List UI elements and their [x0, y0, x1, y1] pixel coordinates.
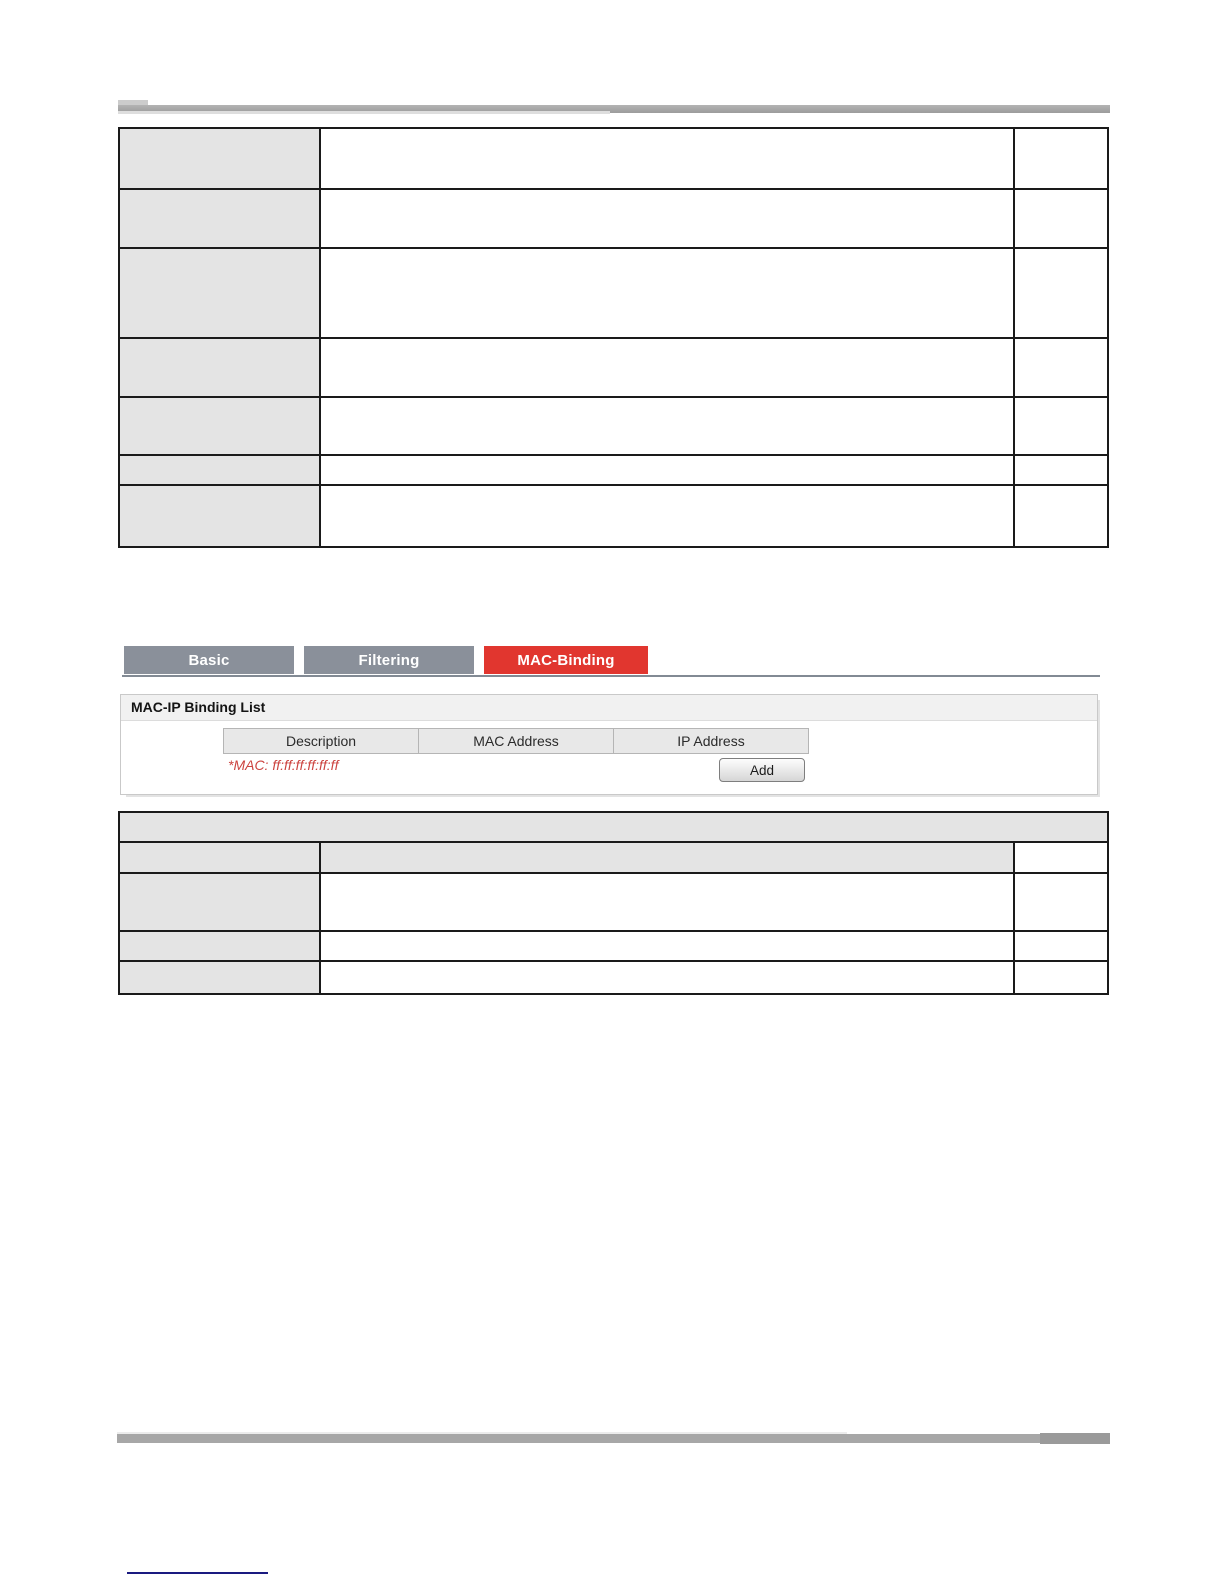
- row-label-cell: [119, 248, 320, 338]
- add-button-label: Add: [749, 762, 775, 778]
- mac-ip-binding-panel: [120, 694, 1098, 795]
- tab-separator-line: [122, 675, 1100, 677]
- table-row: [119, 338, 1108, 397]
- table-row: [119, 842, 1108, 873]
- add-button[interactable]: [719, 758, 805, 782]
- table-header-band: [119, 812, 1108, 842]
- row-label-cell: [119, 931, 320, 961]
- table-row: [119, 931, 1108, 961]
- footer-divider-bar: [117, 1434, 1110, 1443]
- table-row: [119, 189, 1108, 248]
- column-header-description: Description: [223, 728, 419, 754]
- row-label-cell: [119, 485, 320, 547]
- column-header-mac-address: MAC Address: [418, 728, 614, 754]
- row-subheader-cell: [320, 842, 1014, 873]
- footer-divider-cap: [1040, 1433, 1110, 1444]
- table-row: [119, 873, 1108, 931]
- row-content-cell: [320, 455, 1014, 485]
- table-row: [119, 961, 1108, 994]
- row-side-cell: [1014, 931, 1108, 961]
- row-side-cell: [1014, 128, 1108, 189]
- row-content-cell: [320, 961, 1014, 994]
- mac-format-note: *MAC: ff:ff:ff:ff:ff:ff: [228, 757, 339, 773]
- row-content-cell: [320, 248, 1014, 338]
- row-content-cell: [320, 485, 1014, 547]
- row-label-cell: [119, 842, 320, 873]
- spec-table-bottom: [118, 811, 1109, 995]
- tab-basic[interactable]: [124, 646, 294, 674]
- row-content-cell: [320, 873, 1014, 931]
- row-label-cell: [119, 128, 320, 189]
- row-label-cell: [119, 189, 320, 248]
- footnote-rule: [127, 1572, 268, 1574]
- row-side-cell: [1014, 189, 1108, 248]
- row-content-cell: [320, 931, 1014, 961]
- row-label-cell: [119, 397, 320, 455]
- panel-title: MAC-IP Binding List: [121, 695, 1097, 721]
- row-side-cell: [1014, 397, 1108, 455]
- tab-filtering[interactable]: [304, 646, 474, 674]
- table-row: [119, 485, 1108, 547]
- binding-list-header-row: [224, 728, 809, 754]
- row-label-cell: [119, 338, 320, 397]
- table-row: [119, 248, 1108, 338]
- row-side-cell: [1014, 842, 1108, 873]
- row-side-cell: [1014, 455, 1108, 485]
- row-content-cell: [320, 397, 1014, 455]
- tab-mac-binding-label: MAC-Binding: [517, 651, 615, 669]
- row-label-cell: [119, 873, 320, 931]
- row-side-cell: [1014, 873, 1108, 931]
- table-row: [119, 128, 1108, 189]
- row-side-cell: [1014, 248, 1108, 338]
- spec-table-top: [118, 127, 1109, 548]
- row-side-cell: [1014, 485, 1108, 547]
- tab-mac-binding[interactable]: [484, 646, 648, 674]
- row-content-cell: [320, 128, 1014, 189]
- row-side-cell: [1014, 338, 1108, 397]
- header-divider-highlight: [118, 111, 610, 114]
- tab-filtering-label: Filtering: [358, 651, 420, 669]
- row-content-cell: [320, 338, 1014, 397]
- table-row: [119, 397, 1108, 455]
- table-row: [119, 812, 1108, 842]
- tab-basic-label: Basic: [188, 651, 230, 669]
- table-row: [119, 455, 1108, 485]
- row-content-cell: [320, 189, 1014, 248]
- row-label-cell: [119, 961, 320, 994]
- row-label-cell: [119, 455, 320, 485]
- row-side-cell: [1014, 961, 1108, 994]
- column-header-ip-address: IP Address: [613, 728, 809, 754]
